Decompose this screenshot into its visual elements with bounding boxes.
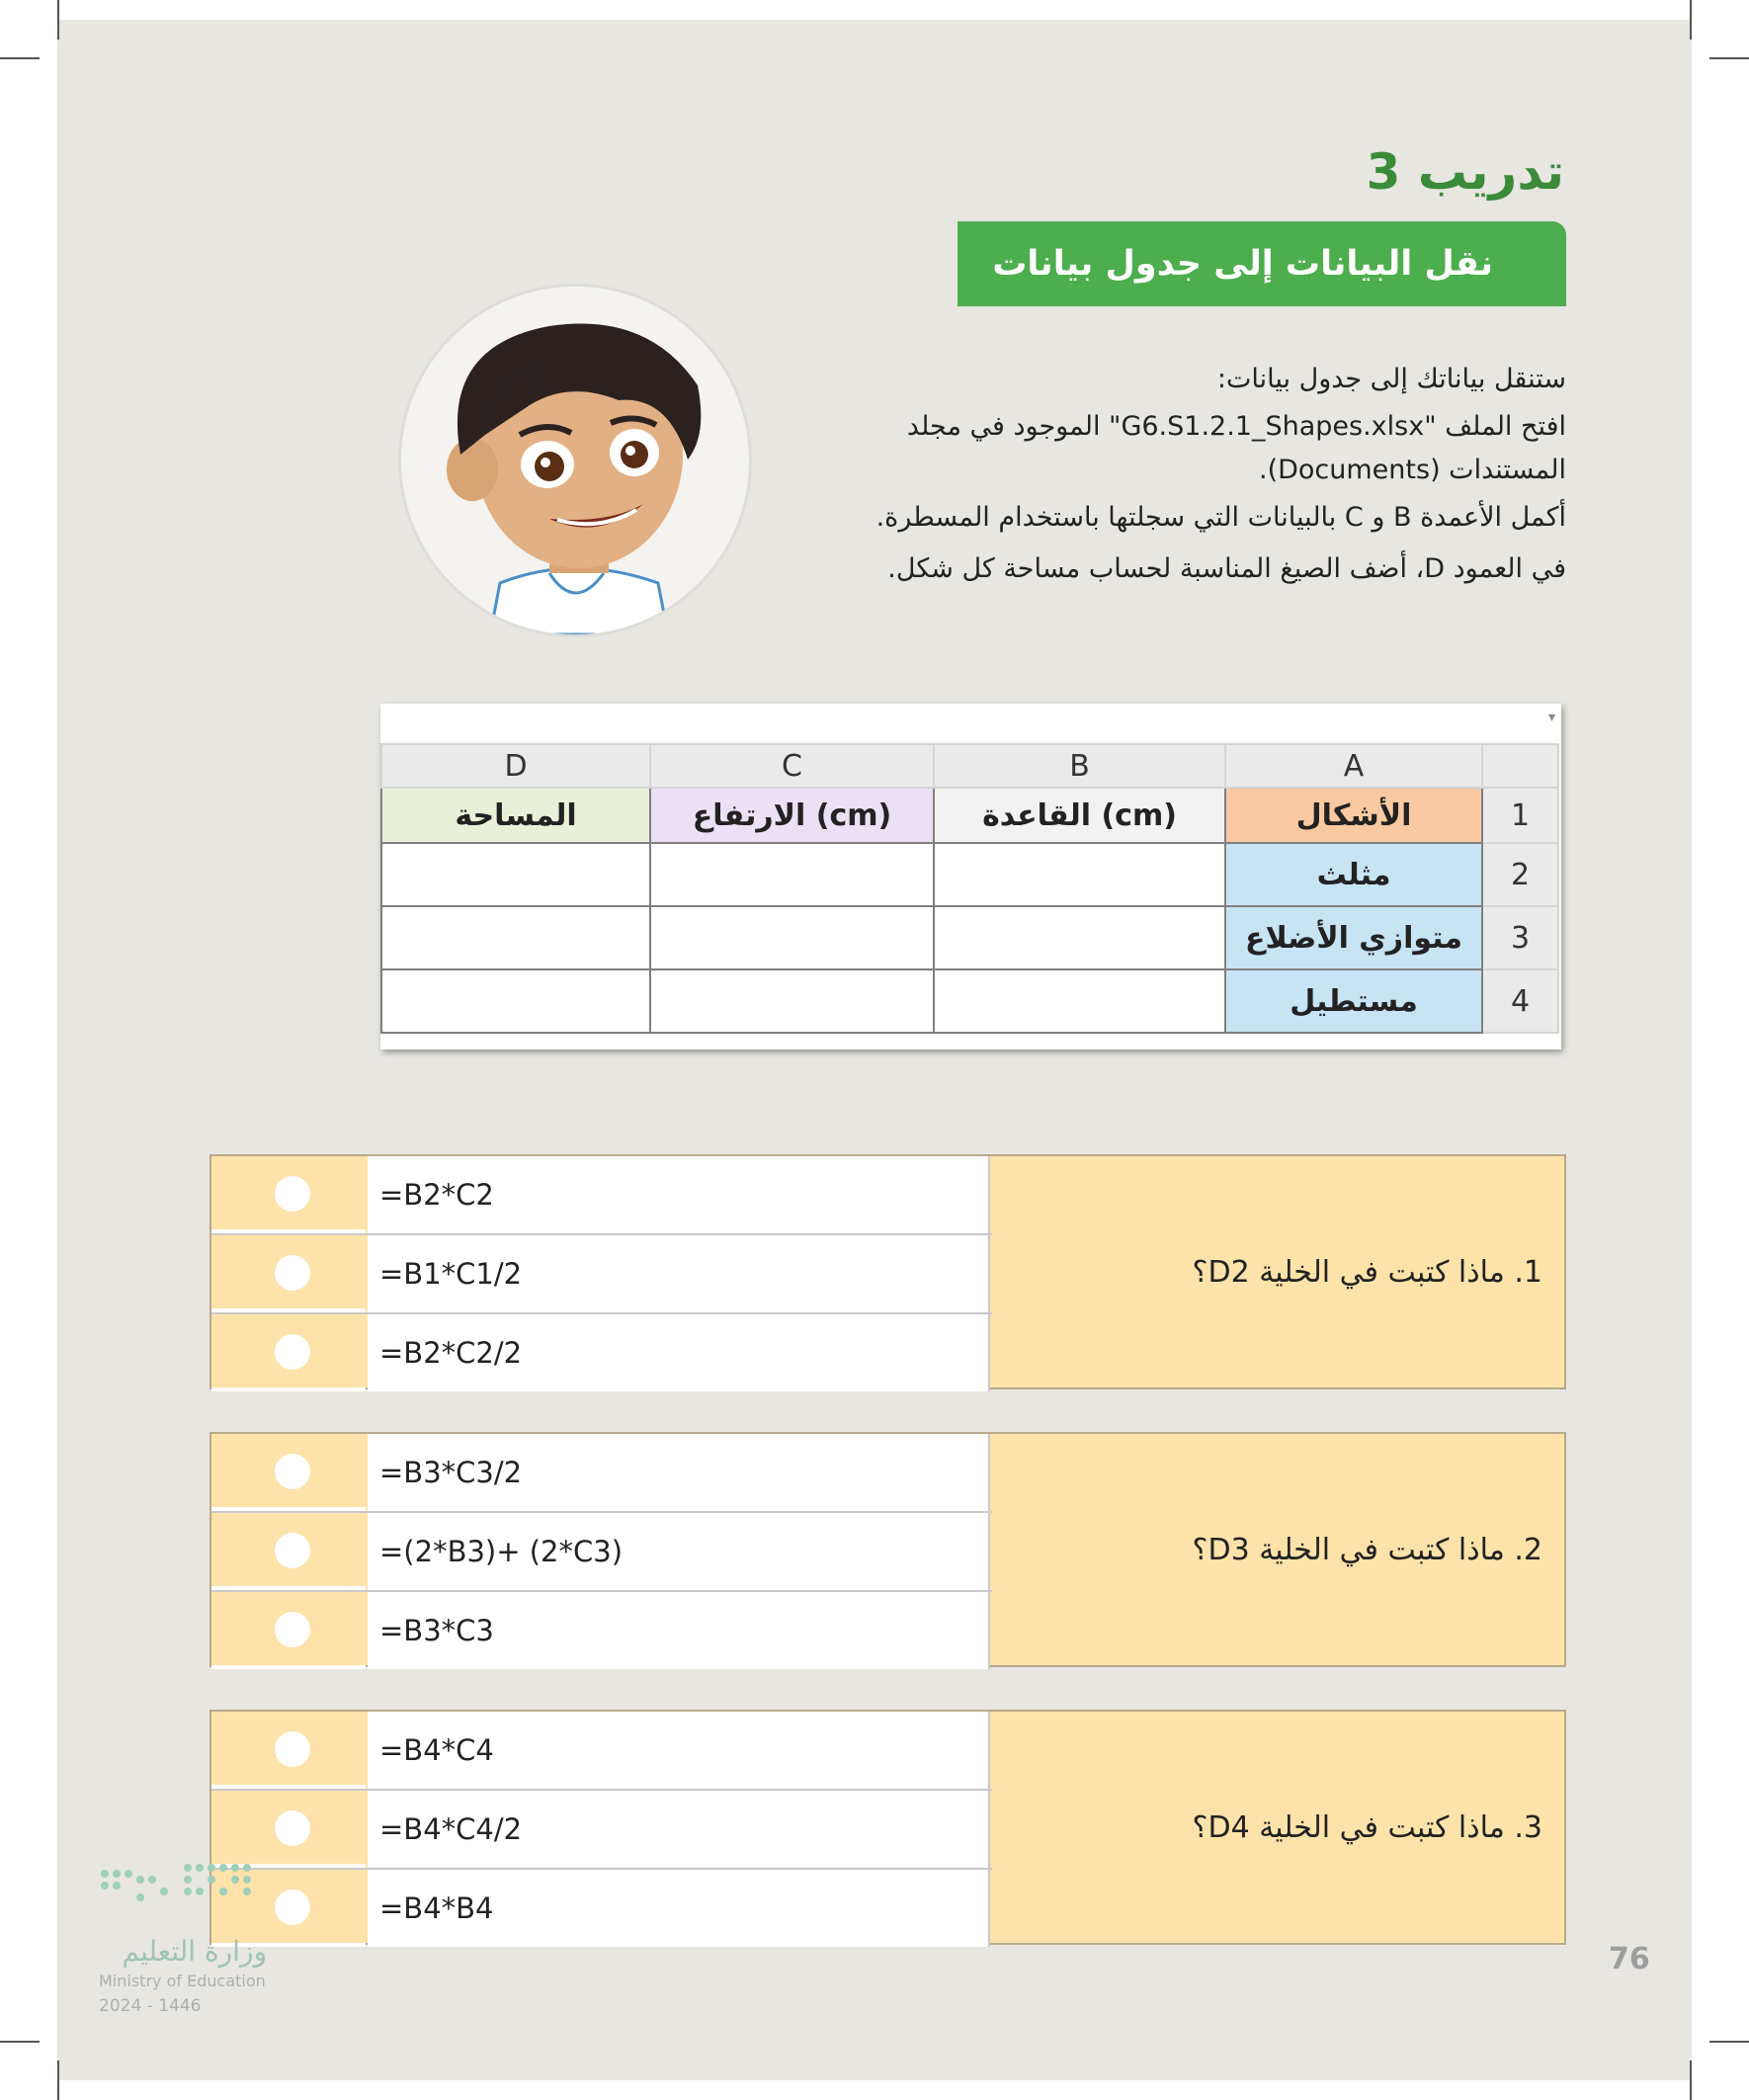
column-header-b[interactable]: B xyxy=(934,744,1225,788)
option-row[interactable] xyxy=(211,1592,992,1669)
option-row[interactable] xyxy=(211,1434,992,1513)
radio-button[interactable] xyxy=(275,1255,310,1291)
option-text: =B2*C2/2 xyxy=(368,1314,990,1391)
question-block-2 xyxy=(209,1432,1566,1667)
radio-cell[interactable] xyxy=(211,1434,366,1511)
ministry-logo xyxy=(99,1858,267,2016)
option-text: =B1*C1/2 xyxy=(368,1235,990,1312)
row-header-1[interactable]: 1 xyxy=(1482,788,1558,843)
instruction-line: ستنقل بياناتك إلى جدول بيانات: xyxy=(1216,364,1566,394)
cell-d3[interactable] xyxy=(381,906,650,969)
cell-a3[interactable]: متوازي الأضلاع xyxy=(1225,906,1482,969)
option-text: =B4*C4 xyxy=(368,1712,990,1789)
cell-c2[interactable] xyxy=(650,843,934,906)
radio-button[interactable] xyxy=(275,1612,310,1647)
ministry-name-ar: وزارة التعليم xyxy=(122,1935,267,1968)
boy-illustration xyxy=(401,287,749,634)
question-block-1 xyxy=(209,1154,1566,1389)
cell-a4[interactable]: مستطيل xyxy=(1225,969,1482,1033)
radio-cell[interactable] xyxy=(211,1712,366,1789)
radio-cell[interactable] xyxy=(211,1314,366,1391)
radio-button[interactable] xyxy=(275,1890,310,1925)
options-list xyxy=(211,1434,992,1665)
option-text: =B2*C2 xyxy=(368,1156,990,1233)
instruction-line: افتح الملف "G6.S1.2.1_Shapes.xlsx" الموجود في مجلد xyxy=(906,411,1566,442)
radio-button[interactable] xyxy=(275,1176,310,1212)
option-row[interactable] xyxy=(211,1791,992,1870)
cell-b4[interactable] xyxy=(934,969,1225,1033)
option-row[interactable] xyxy=(211,1712,992,1791)
radio-button[interactable] xyxy=(275,1731,310,1767)
column-header-c[interactable]: C xyxy=(650,744,934,788)
crop-mark xyxy=(1709,2041,1749,2043)
edition-year: 2024 - 1446 xyxy=(99,1996,202,2016)
cell-d1[interactable]: المساحة xyxy=(381,788,650,843)
option-row[interactable] xyxy=(211,1870,992,1947)
options-list xyxy=(211,1156,992,1387)
cell-b3[interactable] xyxy=(934,906,1225,969)
question-text: 1. ماذا كتبت في الخلية D2؟ xyxy=(1192,1254,1542,1290)
radio-cell[interactable] xyxy=(211,1592,366,1669)
student-avatar xyxy=(401,287,749,634)
exercise-title: تدريب 3 xyxy=(1366,143,1564,201)
option-row[interactable] xyxy=(211,1156,992,1235)
crop-mark xyxy=(57,2060,59,2100)
spreadsheet xyxy=(380,704,1561,1050)
instruction-line: المستندات (Documents). xyxy=(1258,455,1566,485)
column-header-d[interactable]: D xyxy=(381,744,650,788)
option-text: =B4*C4/2 xyxy=(368,1791,990,1868)
crop-mark xyxy=(0,57,40,59)
cell-b1[interactable]: القاعدة (cm) xyxy=(934,788,1225,843)
cell-c1[interactable]: الارتفاع (cm) xyxy=(650,788,934,843)
option-text: =B4*B4 xyxy=(368,1870,990,1947)
radio-cell[interactable] xyxy=(211,1156,366,1233)
radio-button[interactable] xyxy=(275,1533,310,1568)
question-text: 2. ماذا كتبت في الخلية D3؟ xyxy=(1192,1532,1542,1567)
radio-cell[interactable] xyxy=(211,1791,366,1868)
option-text: =B3*C3/2 xyxy=(368,1434,990,1511)
crop-mark xyxy=(1690,2060,1692,2100)
option-text: =(2*B3)+ (2*C3) xyxy=(368,1513,990,1590)
section-banner: نقل البيانات إلى جدول بيانات xyxy=(958,221,1566,306)
radio-button[interactable] xyxy=(275,1454,310,1489)
select-all-corner[interactable] xyxy=(1482,744,1558,788)
radio-button[interactable] xyxy=(275,1334,310,1370)
column-header-a[interactable]: A xyxy=(1225,744,1482,788)
cell-c3[interactable] xyxy=(650,906,934,969)
option-row[interactable] xyxy=(211,1314,992,1391)
option-row[interactable] xyxy=(211,1513,992,1592)
crop-mark xyxy=(1690,0,1692,40)
instructions xyxy=(815,354,1566,595)
crop-mark xyxy=(57,0,59,40)
cell-b2[interactable] xyxy=(934,843,1225,906)
row-header-4[interactable]: 4 xyxy=(1482,969,1558,1033)
question-text: 3. ماذا كتبت في الخلية D4؟ xyxy=(1192,1809,1542,1845)
crop-mark xyxy=(0,2041,40,2043)
cell-d4[interactable] xyxy=(381,969,650,1033)
instruction-line: في العمود D، أضف الصيغ المناسبة لحساب مساحة كل شكل. xyxy=(887,553,1566,584)
spreadsheet-grid xyxy=(380,743,1559,1034)
option-row[interactable] xyxy=(211,1235,992,1314)
cell-a2[interactable]: مثلث xyxy=(1225,843,1482,906)
cell-d2[interactable] xyxy=(381,843,650,906)
page-number: 76 xyxy=(1609,1942,1650,1976)
question-block-3 xyxy=(209,1710,1566,1945)
options-list xyxy=(211,1712,992,1943)
option-text: =B3*C3 xyxy=(368,1592,990,1669)
ribbon-collapse-icon: ▾ xyxy=(1547,710,1555,725)
cell-c4[interactable] xyxy=(650,969,934,1033)
cell-a1[interactable]: الأشكال xyxy=(1225,788,1482,843)
ministry-name-en: Ministry of Education xyxy=(99,1972,266,1990)
crop-mark xyxy=(1709,57,1749,59)
radio-button[interactable] xyxy=(275,1810,310,1846)
radio-cell[interactable] xyxy=(211,1513,366,1590)
radio-cell[interactable] xyxy=(211,1235,366,1312)
ministry-dots-icon xyxy=(99,1858,267,1917)
row-header-2[interactable]: 2 xyxy=(1482,843,1558,906)
row-header-3[interactable]: 3 xyxy=(1482,906,1558,969)
instruction-line: أكمل الأعمدة B و C بالبيانات التي سجلتها باستخدام المسطرة. xyxy=(875,502,1566,533)
